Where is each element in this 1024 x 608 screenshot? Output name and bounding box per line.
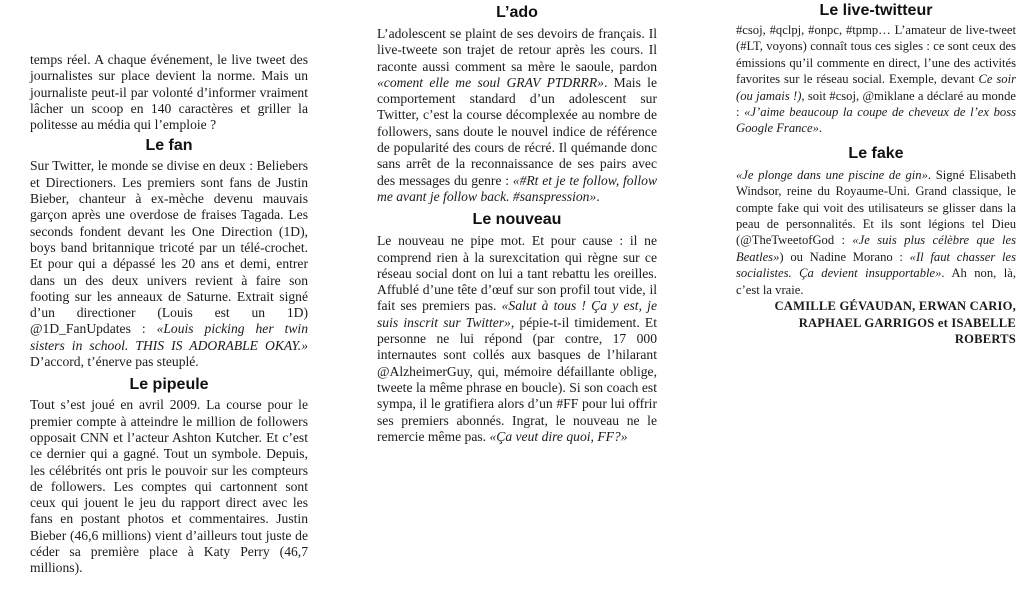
ado-quote-2: «#Rt et je te follow, follow me avant je follow back. #sanspression» <box>377 172 658 204</box>
heading-le-live-twitteur: Le live-twitteur <box>819 2 933 19</box>
live-text-1: #csoj, #qclpj, #onpc, #tpmp… L’amateur de live-tweet (#LT, voyons) connaît tous ces sigles : ce sont ceux des émissions qu’il commente en direct, l’une des activités favorites sur le réseau social. Exemple, devant <box>736 23 1016 87</box>
ado-text-3: . <box>596 188 600 204</box>
live-text-2: , soit #csoj, @miklane a déclaré au monde : <box>736 88 1016 120</box>
byline-line-1: CAMILLE GÉVAUDAN, ERWAN CARIO, <box>774 299 1016 314</box>
nouveau-paragraph <box>377 233 657 445</box>
nouveau-quote-1: «Salut à tous ! Ça y est, je suis inscrit sur Twitter» <box>377 298 657 330</box>
byline-line-2: RAPHAEL GARRIGOS et ISABELLE ROBERTS <box>798 315 1016 346</box>
fake-paragraph <box>736 167 1016 298</box>
fake-quote-3: «Il faut chasser les socialistes. Ça devient insupportable» <box>736 249 1016 281</box>
ado-quote-1: «coment elle me soul GRAV PTDRRR» <box>377 74 604 90</box>
fan-text-2: D’accord, t’énerve pas steuplé. <box>30 354 199 370</box>
ado-paragraph <box>377 26 657 205</box>
heading-le-nouveau: Le nouveau <box>472 211 562 229</box>
column-1 <box>30 52 308 577</box>
live-text-3: . <box>818 121 823 136</box>
intro-paragraph: temps réel. A chaque événement, le live tweet des journalistes sur place devient la norme. Mais un journaliste peut-il par volonté d’informer vraiment lâcher un scoop en 140 caractères et griller la politesse au média qui l’emploie ? <box>30 52 308 133</box>
live-paragraph <box>736 22 1016 137</box>
fan-quote: «Louis picking her twin sisters in school. THIS IS ADORABLE OKAY.» <box>30 321 308 353</box>
fan-text-1: Sur Twitter, le monde se divise en deux : Beliebers et Directioners. Les premiers sont fans de Justin Bieber, chanteur à ex-mèche devenu mauvais garçon après une overdose de fraises Tagada. Les seconds fondent devant les One Direction (1D), boys band britannique tricoté par un télé-crochet. Et pour qui a dépassé les 20 ans et demi, entrer dans un des deux univers revient à faire son footing sur les anneaux de Saturne. Extrait signé d’un directioner (Louis est un 1D) @1D_FanUpdates : <box>30 158 308 337</box>
ado-text-2: . Mais le comportement standard d’un adolescent sur Twitter, c’est la course décomplexée au nombre de followers, sans doute le nouvel indice de référence de popularité des cours de récré. Il quémande donc sans arrêt de la reconnaissance de ses pairs avec des messages du genre : <box>377 74 657 188</box>
fan-paragraph <box>30 158 308 370</box>
heading-le-fake: Le fake <box>848 144 904 162</box>
fake-text-2: ) ou Nadine Morano : <box>779 249 910 264</box>
heading-le-pipeule: Le pipeule <box>129 376 209 394</box>
live-quote-2: «J’aime beaucoup la coupe de cheveux de l’ex boss Google France» <box>736 105 1016 136</box>
ado-text-1: L’adolescent se plaint de ses devoirs de français. Il live-tweete son trajet de retour après les cours. Il raconte aussi comment sa mère le saoule, pardon <box>377 26 657 74</box>
column-3 <box>736 2 1016 347</box>
nouveau-quote-2: «Ça veut dire quoi, FF?» <box>489 428 628 444</box>
pipeule-paragraph: Tout s’est joué en avril 2009. La course pour le premier compte à atteindre le million de followers opposait CNN et l’acteur Ashton Kutcher. Et c’est ce dernier qui a gagné. Tout un symbole. Depuis, les célébrités ont pris le pouvoir sur les compteurs de followers. Les comptes qui cartonnent sont ceux qui jouent le jeu du rapport direct avec les fans en postant photos et commentaires. Justin Bieber (46,6 millions) vient d’ailleurs tout juste de céder sa première place à Katy Perry (46,7 millions). <box>30 397 308 576</box>
fake-text-3: . Ah non, là, c’est la vraie. <box>736 266 1016 297</box>
nouveau-text-2: , pépie-t-il timidement. Et personne ne lui répond (par contre, 17 000 internautes sont collés aux basques de l’hilarant @AlzheimerGuy, qui, mémoire défaillante oblige, tweete la même phrase en boucle). Si son coach est sympa, il le gratifiera alors d’un #FF pour lui offrir ses premiers abonnés. Ingrat, le nouveau ne le remercie même pas. <box>377 314 657 444</box>
heading-le-fan: Le fan <box>145 137 193 155</box>
live-quote-1: Ce soir (ou jamais !) <box>736 72 1016 103</box>
heading-l-ado: L’ado <box>496 4 538 21</box>
nouveau-text-1: Le nouveau ne pipe mot. Et pour cause : il ne comprend rien à la surexcitation qui règne sur ce réseau social dont on lui a tant rebattu les oreilles. Affublé d’une tête d’œuf sur son profil tout vide, il fait ses premiers pas. <box>377 233 657 314</box>
column-2 <box>377 4 657 445</box>
fake-quote-2: «Je suis plus célèbre que les Beatles» <box>736 233 1016 264</box>
fake-text-1: . Signé Elisabeth Windsor, reine du Royaume-Uni. Grand classique, le compte fake qui voit des utilisateurs se glisser dans la peau de personnalités. Et ils sont légions tel Dieu (@TheTweetofGod : <box>736 167 1016 248</box>
fake-quote-1: «Je plonge dans une piscine de gin» <box>736 167 928 182</box>
